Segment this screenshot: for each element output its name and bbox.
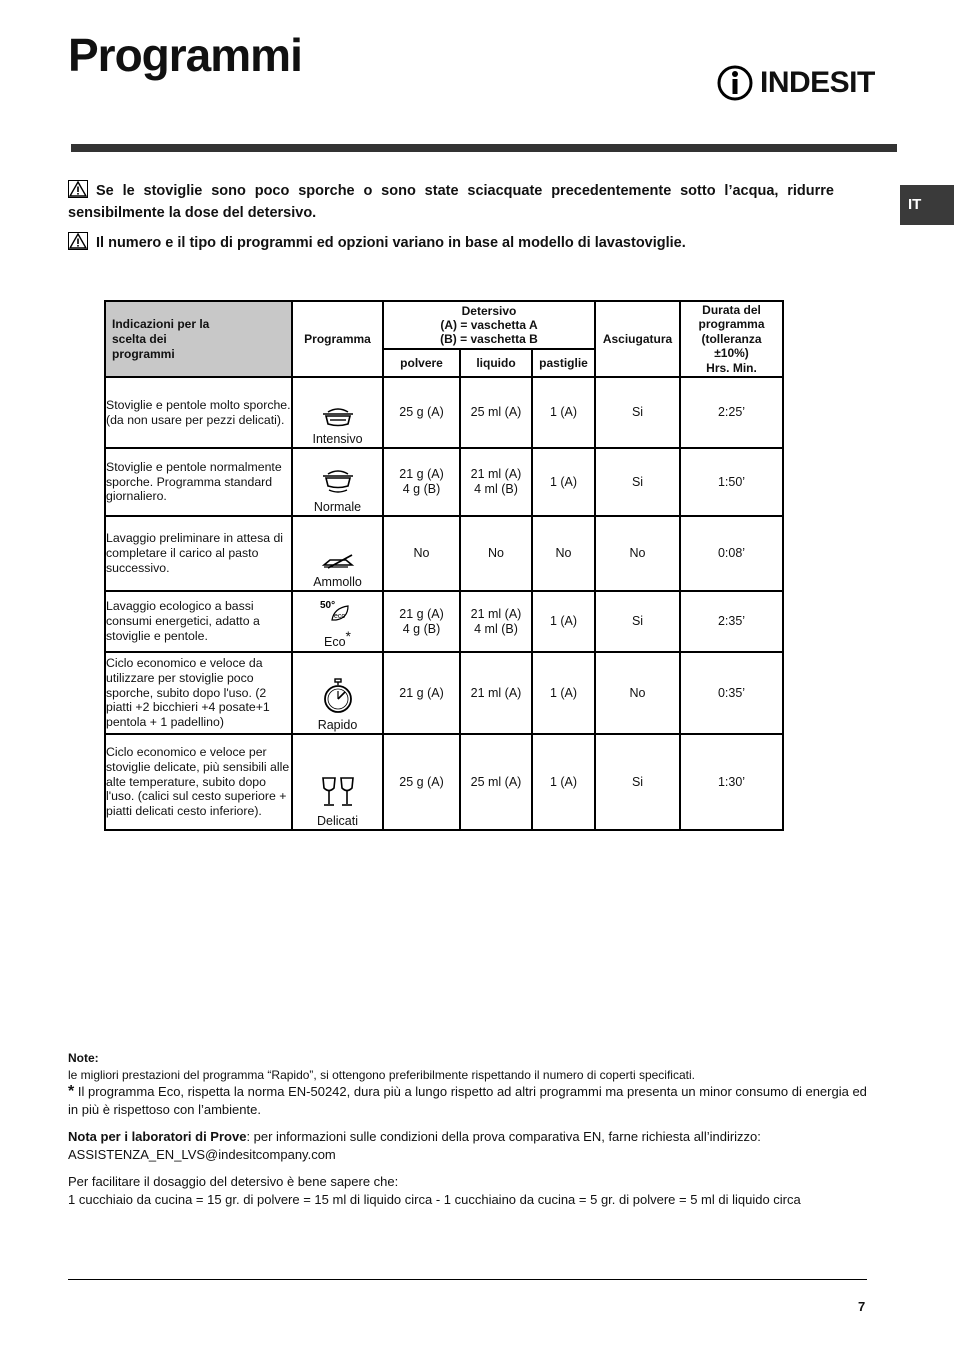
table-row [105,377,783,448]
asciugatura-cell: No [595,652,680,734]
row-description: Stoviglie e pentole normalmente sporche. Programma standard giornaliero. [105,448,292,516]
asterisk-mark: * [345,628,351,645]
page-number: 7 [858,1299,866,1314]
polvere-cell: 21 g (A) 4 g (B) [383,448,460,516]
durata-cell: 0:08’ [680,516,783,591]
warning-2-text: Il numero e il tipo di programmi ed opzioni variano in base al modello di lavastoviglie. [96,235,686,251]
pastiglie-cell: 1 (A) [532,448,595,516]
brand-name: INDESIT [760,66,875,99]
program-name: Ammollo [313,574,362,589]
polvere-cell: 21 g (A) 4 g (B) [383,591,460,652]
durata-cell: 1:30’ [680,734,783,830]
table-row [105,448,783,516]
brand-logo [716,62,875,104]
liquido-cell: 21 ml (A) 4 ml (B) [460,591,532,652]
liquido-cell: 25 ml (A) [460,734,532,830]
polvere-cell: 25 g (A) [383,377,460,448]
header-polvere: polvere [383,349,460,377]
programs-table [104,300,784,831]
asciugatura-cell: Si [595,377,680,448]
program-cell [292,734,383,830]
soak-icon [318,551,358,571]
row-description: Lavaggio preliminare in attesa di completare il carico al pasto successivo. [105,516,292,591]
header-programma: Programma [292,301,383,377]
program-name: Intensivo [312,431,363,446]
pastiglie-cell: No [532,516,595,591]
svg-text:50°: 50° [319,600,335,612]
normal-pot-icon [321,468,355,496]
program-name: Rapido [317,717,358,732]
row-description: Lavaggio ecologico a bassi consumi energetici, adatto a stoviglie e pentole. [105,591,292,652]
table-row [105,591,783,652]
program-name: Delicati [317,813,358,828]
program-cell [292,516,383,591]
intensive-pot-icon [321,406,355,428]
footer-rule [68,1279,867,1280]
table-row [105,652,783,734]
polvere-cell: 21 g (A) [383,652,460,734]
asciugatura-cell: Si [595,734,680,830]
indesit-i-icon [716,63,754,103]
program-name: Eco* [324,628,351,650]
dosage-intro: Per facilitare il dosaggio del detersivo è bene sapere che: [68,1174,399,1189]
row-description: Ciclo economico e veloce da utilizzare per stoviglie poco sporche, subito dopo l'uso. (2 piatti +2 bicchieri +4 posate+1 pentola + 1 padellino) [105,652,292,734]
pastiglie-cell: 1 (A) [532,652,595,734]
header-liquido: liquido [460,349,532,377]
page-title: Programmi [68,29,302,81]
durata-cell: 2:35’ [680,591,783,652]
note-laboratori: Nota per i laboratori di Prove: per informazioni sulle condizioni della prova comparativa EN, farne richiesta all’indirizzo: ASSISTENZA_EN_LVS@indesitcompany.com [68,1129,761,1162]
durata-cell: 1:50’ [680,448,783,516]
header-rule [71,144,897,152]
asterisk-mark: * [68,1083,75,1100]
asciugatura-cell: No [595,516,680,591]
row-description: Ciclo economico e veloce per stoviglie delicate, più sensibili alle alte temperature, subito dopo l'uso. (calici sul cesto superiore + piatti delicati cesto inferiore). [105,734,292,830]
note-rapido: le migliori prestazioni del programma “Rapido”, si ottengono preferibilmente rispettando il numero di coperti specificati. [68,1068,695,1082]
notes-heading: Note: [68,1051,99,1065]
program-cell [292,377,383,448]
header-pastiglie: pastiglie [532,349,595,377]
warning-2 [68,232,834,256]
warning-triangle-icon [68,232,88,256]
row-description: Stoviglie e pentole molto sporche. (da non usare per pezzi delicati). [105,377,292,448]
language-tab: IT [900,185,954,225]
asciugatura-cell: Si [595,591,680,652]
header-detersivo: Detersivo (A) = vaschetta A (B) = vaschetta B [383,301,595,349]
stopwatch-icon [323,678,353,714]
header-asciugatura: Asciugatura [595,301,680,377]
polvere-cell: No [383,516,460,591]
pastiglie-cell: 1 (A) [532,377,595,448]
liquido-cell: 25 ml (A) [460,377,532,448]
warning-1-text: Se le stoviglie sono poco sporche o sono state sciacquate precedentemente sotto l’acqua, ridurre sensibilmente la dose del detersivo. [68,183,834,221]
warning-triangle-icon [68,180,88,204]
liquido-cell: No [460,516,532,591]
asciugatura-cell: Si [595,448,680,516]
header-indicazioni: Indicazioni per la scelta dei programmi [105,301,292,377]
table-row [105,516,783,591]
wine-glasses-icon [320,776,356,810]
svg-text:eco: eco [333,613,345,621]
durata-cell: 0:35’ [680,652,783,734]
warning-1 [68,180,834,223]
liquido-cell: 21 ml (A) [460,652,532,734]
program-name: Normale [313,499,362,514]
notes-section [68,1049,868,1209]
polvere-cell: 25 g (A) [383,734,460,830]
dosage-equivalence: 1 cucchiaio da cucina = 15 gr. di polvere = 15 ml di liquido circa - 1 cucchiaino da cucina = 5 gr. di polvere = 5 ml di liquido circa [68,1192,801,1207]
liquido-cell: 21 ml (A) 4 ml (B) [460,448,532,516]
note-eco: * Il programma Eco, rispetta la norma EN-50242, dura più a lungo rispetto ad altri programmi ma presenta un minor consumo di energia ed in più è rispettoso con l’ambiente. [68,1083,867,1117]
program-cell [292,652,383,734]
pastiglie-cell: 1 (A) [532,591,595,652]
pastiglie-cell: 1 (A) [532,734,595,830]
program-cell [292,448,383,516]
durata-cell: 2:25’ [680,377,783,448]
eco-50-icon [318,598,358,624]
header-durata: Durata del programma (tolleranza ±10%) Hrs. Min. [680,301,783,377]
table-row [105,734,783,830]
program-cell [292,591,383,652]
